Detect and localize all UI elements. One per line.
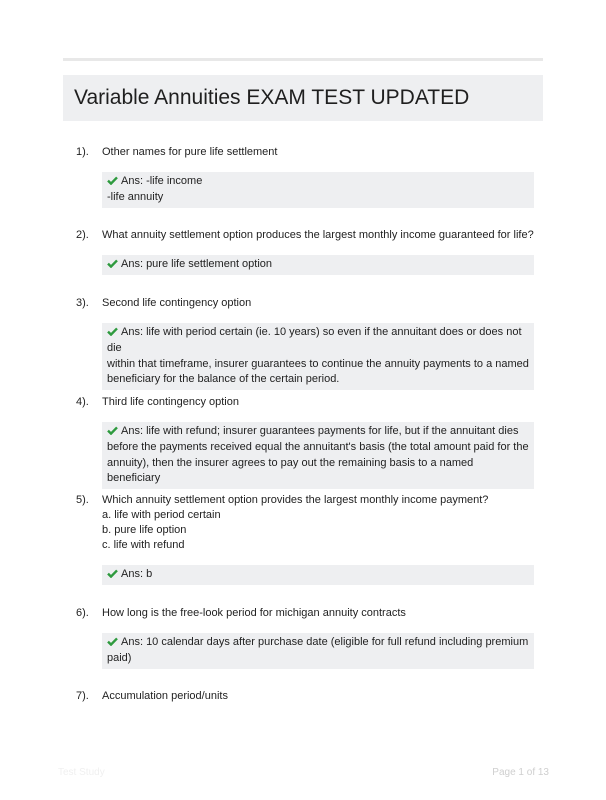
question-number: 6). xyxy=(76,607,89,619)
checkmark-icon xyxy=(107,568,118,583)
question-text: Other names for pure life settlement xyxy=(102,146,278,158)
answer-box xyxy=(102,323,534,390)
answer-box xyxy=(102,565,534,585)
question-text: What annuity settlement option produces the largest monthly income guaranteed for life? xyxy=(102,229,534,241)
question-text: Which annuity settlement option provides the largest monthly income payment? a. life with period certain b. pure life option c. life with refund xyxy=(102,494,489,551)
answer-box xyxy=(102,633,534,669)
title-bar xyxy=(63,75,543,121)
checkmark-icon xyxy=(107,636,118,651)
question-item-4 xyxy=(63,395,543,489)
answer-line: -life annuity xyxy=(107,191,164,204)
answer-line: annuity), then the insurer agrees to pay out the remaining basis to a named beneficiary xyxy=(107,456,474,485)
top-rule xyxy=(63,58,543,61)
checkmark-icon xyxy=(107,258,118,273)
question-item-6 xyxy=(63,606,543,669)
answer-line: Ans: b xyxy=(107,568,152,580)
answer-line: Ans: pure life settlement option xyxy=(107,258,272,270)
question-item-1 xyxy=(63,145,543,208)
question-number: 4). xyxy=(76,396,89,408)
answer-line: Ans: life with period certain (ie. 10 years) so even if the annuitant does or does not die xyxy=(107,326,522,355)
question-number: 2). xyxy=(76,229,89,241)
question-item-3 xyxy=(63,296,543,390)
answer-line: Ans: -life income xyxy=(107,175,202,187)
question-text: Second life contingency option xyxy=(102,297,252,309)
answer-line: Ans: life with refund; insurer guarantees payments for life, but if the annuitant dies xyxy=(107,425,518,437)
question-number: 7). xyxy=(76,690,89,702)
footer-brand: Test Study xyxy=(58,767,105,778)
page-indicator: Page 1 of 13 xyxy=(492,767,549,778)
answer-line: beneficiary for the balance of the certain period. xyxy=(107,373,340,386)
question-text: Accumulation period/units xyxy=(102,690,228,702)
question-item-5 xyxy=(63,493,543,585)
answer-line: within that timeframe, insurer guarantees to continue the annuity payments to a named xyxy=(107,357,529,370)
question-item-2 xyxy=(63,228,543,275)
question-text: How long is the free-look period for michigan annuity contracts xyxy=(102,607,406,619)
question-number: 1). xyxy=(76,146,89,158)
document-title: Variable Annuities EXAM TEST UPDATED xyxy=(74,86,470,109)
question-item-7 xyxy=(63,689,543,704)
question-text: Third life contingency option xyxy=(102,396,239,408)
answer-box xyxy=(102,172,534,208)
checkmark-icon xyxy=(107,175,118,190)
checkmark-icon xyxy=(107,425,118,440)
answer-box xyxy=(102,255,534,275)
answer-line: before the payments received equal the annuitant's basis (the total amount paid for the xyxy=(107,441,529,454)
question-number: 5). xyxy=(76,494,89,506)
answer-line: Ans: 10 calendar days after purchase date (eligible for full refund including premium xyxy=(107,636,528,648)
answer-line: paid) xyxy=(107,652,132,665)
question-number: 3). xyxy=(76,297,89,309)
answer-box xyxy=(102,422,534,489)
checkmark-icon xyxy=(107,326,118,341)
